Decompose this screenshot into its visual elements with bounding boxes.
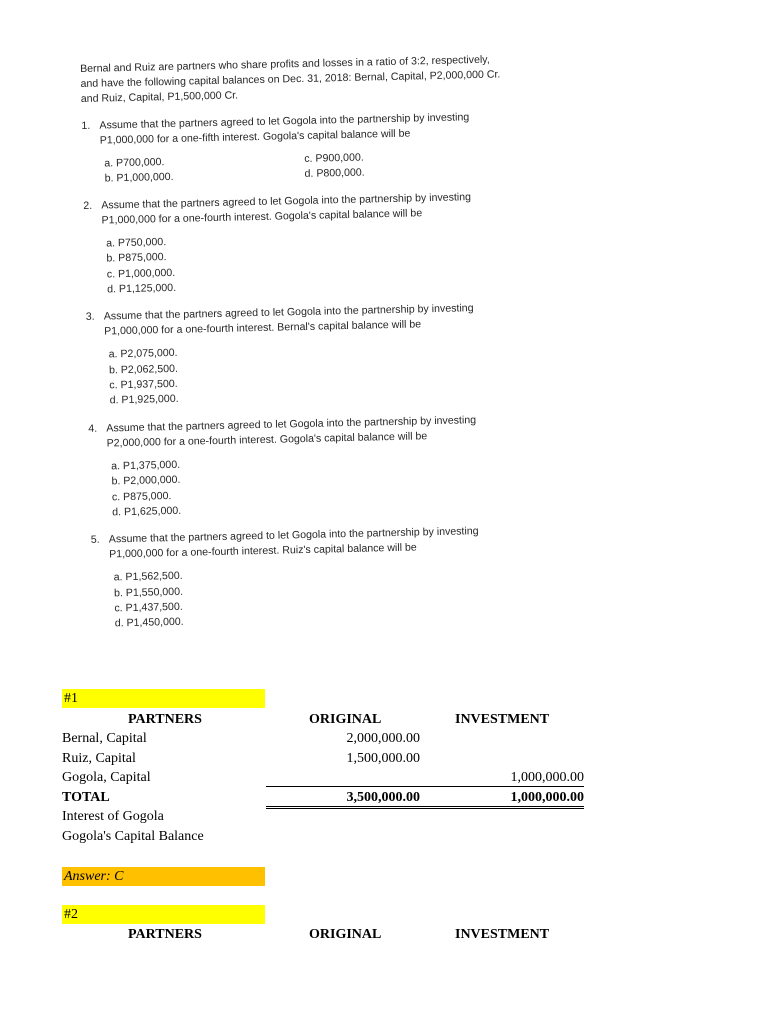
row-original-bernal: 2,000,000.00: [346, 731, 420, 746]
option: b. P1,000,000.: [104, 170, 174, 185]
option-list: [108, 338, 527, 409]
question-5: [91, 523, 533, 632]
option: c. P1,437,500.: [114, 600, 183, 615]
total-original: 3,500,000.00: [346, 790, 420, 805]
row-investment-gogola: 1,000,000.00: [510, 770, 584, 785]
option: b. P1,550,000.: [113, 585, 184, 600]
option: c. P1,937,500.: [109, 377, 178, 392]
header-partners-2: PARTNERS: [128, 927, 202, 942]
solution-1-tag: #1: [62, 689, 265, 708]
question-number: 3.: [85, 311, 95, 324]
option: a. P2,075,000.: [108, 347, 178, 361]
header-partners: PARTNERS: [128, 712, 202, 727]
option: d. P1,925,000.: [109, 393, 179, 407]
option: d. P1,625,000.: [112, 504, 182, 519]
option: d. P1,450,000.: [114, 616, 184, 630]
row-original-ruiz: 1,500,000.00: [346, 751, 420, 766]
question-text: Assume that the partners agreed to let Gogola into the partnership by investing P1,000,000 for a one-fourth interest. Bernal's capital balance will be: [103, 302, 474, 338]
question-4: [88, 412, 530, 521]
option-list: [111, 450, 530, 521]
option: b. P2,000,000.: [111, 474, 181, 488]
question-text: Assume that the partners agreed to let Gogola into the partnership by investing P1,000,000 for a one-fourth interest. Gogola's capital balance will be: [101, 190, 472, 227]
option: a. P1,375,000.: [111, 458, 181, 473]
option: c. P875,000.: [111, 489, 172, 503]
option: a. P1,562,500.: [113, 570, 183, 584]
option-list: [104, 147, 523, 186]
option: a. P750,000.: [105, 235, 167, 250]
option-list: [106, 227, 525, 298]
total-investment: 1,000,000.00: [510, 790, 584, 805]
option-list: [114, 561, 533, 632]
question-3: [86, 300, 528, 409]
scanned-problem-sheet: [80, 52, 533, 645]
header-investment-2: INVESTMENT: [455, 927, 550, 942]
question-number: 4.: [88, 422, 98, 435]
question-number: 1.: [81, 119, 91, 133]
question-number: 2.: [83, 199, 93, 212]
balance-label: Gogola's Capital Balance: [62, 829, 204, 844]
header-investment: INVESTMENT: [455, 712, 550, 727]
row-label-ruiz: Ruiz, Capital: [62, 751, 136, 766]
interest-label: Interest of Gogola: [62, 809, 164, 824]
option: c. P900,000.: [304, 151, 364, 166]
question-number: 5.: [90, 533, 100, 547]
option: b. P875,000.: [106, 251, 167, 265]
answer-highlight: Answer: C: [62, 867, 265, 886]
row-label-bernal: Bernal, Capital: [62, 731, 147, 746]
header-original-2: ORIGINAL: [309, 927, 382, 942]
solution-2-tag: #2: [62, 905, 265, 924]
question-text: Assume that the partners agreed to let Gogola into the partnership by investing P1,000,000 for a one-fourth interest. Ruiz's capital balance will be: [108, 525, 479, 561]
question-2: [83, 189, 525, 298]
problem-intro: Bernal and Ruiz are partners who share profits and losses in a ratio of 3:2, respectively, and have the following capital balances on Dec. 31, 2018: Bernal, Capital, P2,000,000 Cr. and Ruiz, Capital, P1,500,000 Cr.: [80, 53, 501, 106]
total-rule: [266, 786, 584, 787]
total-label: TOTAL: [62, 790, 110, 805]
option: a. P700,000.: [104, 156, 165, 170]
total-double-underline: [266, 806, 584, 809]
question-1: [81, 109, 522, 187]
row-label-gogola: Gogola, Capital: [62, 770, 151, 785]
option: b. P2,062,500.: [108, 362, 179, 377]
option: d. P800,000.: [304, 166, 365, 180]
question-text: Assume that the partners agreed to let Gogola into the partnership by investing P1,000,000 for a one-fifth interest. Gogola's capital balance will be: [99, 111, 470, 147]
question-text: Assume that the partners agreed to let Gogola into the partnership by investing P2,000,000 for a one-fourth interest. Gogola's capital balance will be: [106, 413, 477, 450]
option: c. P1,000,000.: [106, 266, 176, 281]
header-original: ORIGINAL: [309, 712, 382, 727]
option: d. P1,125,000.: [107, 281, 177, 296]
